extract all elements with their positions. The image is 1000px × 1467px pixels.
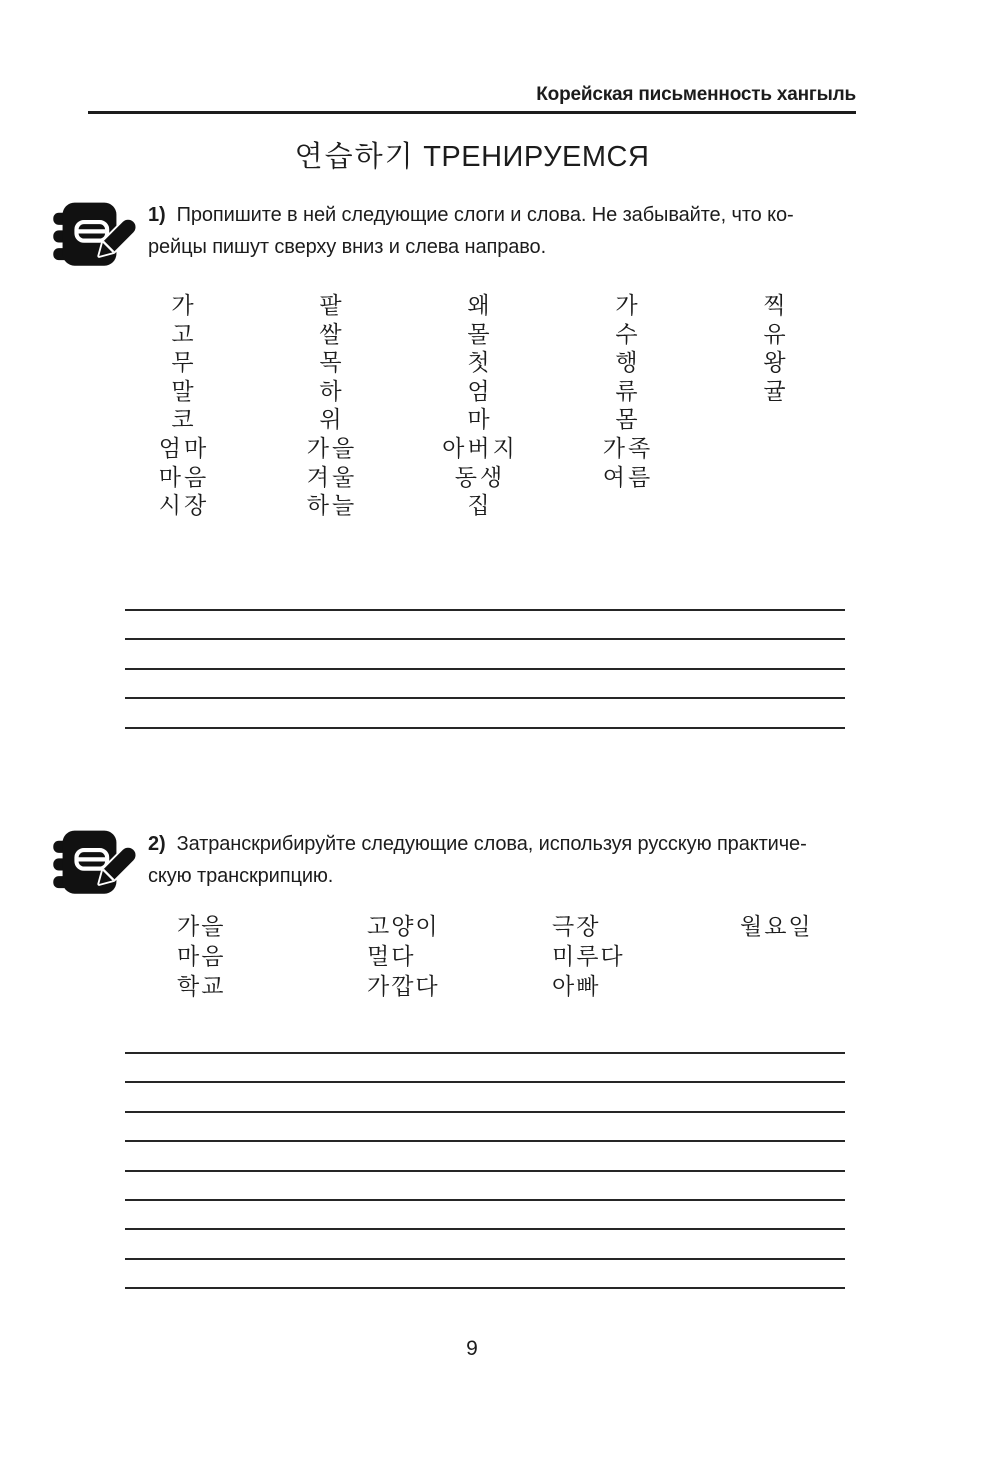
- korean-word: 팥: [319, 293, 345, 319]
- korean-word: 멀다: [367, 944, 416, 970]
- korean-word: 쌀: [319, 321, 345, 348]
- korean-word: 가깝다: [367, 974, 440, 1000]
- writing-line: [125, 1140, 845, 1142]
- korean-word-column: [367, 912, 552, 1002]
- writing-line: [125, 697, 845, 699]
- exercise2-number: 2): [148, 833, 166, 855]
- korean-word: 하늘: [306, 493, 358, 520]
- korean-word: 고양이: [367, 914, 440, 940]
- korean-word: 아빠: [552, 974, 601, 1000]
- page-title: [88, 134, 856, 175]
- exercise1-line1: [148, 199, 860, 231]
- korean-word: 행: [615, 350, 641, 377]
- writing-line: [125, 1258, 845, 1260]
- korean-word: 류: [615, 378, 641, 405]
- exercise2-text-line1: Затранскрибируйте следующие слова, используя русскую практиче-: [176, 833, 807, 855]
- page-title-korean: 연습하기: [294, 139, 415, 173]
- korean-word: 가을: [306, 435, 358, 462]
- korean-word-column: [258, 292, 406, 521]
- korean-word: 가족: [602, 435, 654, 462]
- korean-word: 시장: [158, 493, 210, 520]
- korean-word: 가: [615, 293, 641, 319]
- korean-word: 코: [171, 407, 197, 434]
- korean-word: 가을: [177, 914, 226, 940]
- korean-word: 가: [171, 293, 197, 319]
- korean-word: 아버지: [442, 435, 518, 462]
- korean-word-column: [406, 292, 554, 521]
- korean-word-column: [554, 292, 702, 521]
- korean-word: 마: [467, 407, 493, 434]
- korean-word: 고: [171, 321, 197, 348]
- writing-line: [125, 1228, 845, 1230]
- korean-word: 첫: [467, 350, 493, 377]
- exercise1-instructions: [148, 199, 860, 263]
- korean-word: 왜: [467, 293, 493, 319]
- exercise1-text-line2: рейцы пишут сверху вниз и слева направо.: [148, 236, 547, 258]
- header-rule: [88, 111, 856, 114]
- korean-word: 무: [171, 350, 197, 377]
- exercise1-text-line1: Пропишите в ней следующие слоги и слова. Не забывайте, что ко-: [176, 204, 794, 226]
- korean-word: 마음: [177, 944, 226, 970]
- korean-word-column: [552, 912, 740, 1002]
- korean-word: 미루다: [552, 944, 625, 970]
- korean-word: 위: [319, 407, 345, 434]
- writing-line: [125, 1170, 845, 1172]
- writing-line: [125, 609, 845, 611]
- writing-line: [125, 1111, 845, 1113]
- writing-line: [125, 1287, 845, 1289]
- korean-word: 몸: [615, 407, 641, 434]
- korean-word: 엄마: [158, 435, 210, 462]
- exercise2-line1: [148, 828, 860, 860]
- writing-line: [125, 727, 845, 729]
- page-number: 9: [466, 1337, 478, 1360]
- writing-line: [125, 1081, 845, 1083]
- writing-line: [125, 638, 845, 640]
- korean-word: 학교: [177, 974, 226, 1000]
- korean-word: 수: [615, 321, 641, 348]
- korean-word: 엄: [467, 378, 493, 405]
- exercise1-word-table: [110, 292, 852, 521]
- page-title-russian: ТРЕНИРУЕМСЯ: [423, 141, 650, 173]
- korean-word: 여름: [602, 464, 654, 491]
- korean-word-column: [177, 912, 367, 1002]
- exercise2-word-table: [177, 912, 813, 1002]
- korean-word-column: [110, 292, 258, 521]
- korean-word: 마음: [158, 464, 210, 491]
- korean-word: 귤: [763, 378, 789, 405]
- korean-word: 겨울: [306, 464, 358, 491]
- notebook-pencil-icon: [49, 825, 143, 903]
- writing-line: [125, 1199, 845, 1201]
- korean-word: 왕: [763, 350, 789, 377]
- korean-word: 극장: [552, 914, 601, 940]
- korean-word: 동생: [454, 464, 506, 491]
- korean-word: 찍: [763, 293, 789, 319]
- exercise1-number: 1): [148, 204, 166, 226]
- writing-line: [125, 668, 845, 670]
- exercise2-text-line2: скую транскрипцию.: [148, 865, 334, 887]
- korean-word: 유: [763, 321, 789, 348]
- korean-word: 집: [467, 493, 493, 520]
- korean-word: 하: [319, 378, 345, 405]
- korean-word: 몰: [467, 321, 493, 348]
- korean-word: 말: [171, 378, 197, 405]
- writing-line: [125, 1052, 845, 1054]
- korean-word-column: [702, 292, 850, 521]
- korean-word-column: [740, 912, 813, 1002]
- exercise2-instructions: [148, 828, 860, 892]
- chapter-header: Корейская письменность хангыль: [536, 84, 856, 105]
- korean-word: 목: [319, 350, 345, 377]
- notebook-pencil-icon: [49, 197, 143, 275]
- korean-word: 월요일: [740, 914, 813, 940]
